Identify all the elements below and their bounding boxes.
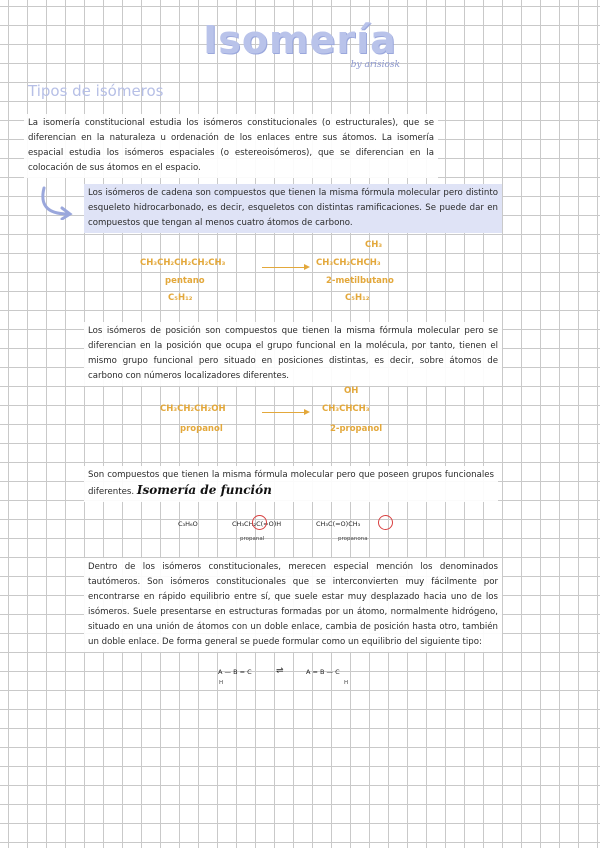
function-isomers-paragraph	[84, 466, 498, 502]
tautomer-paragraph: Dentro de los isómeros constitucionales, merecen especial mención los denominados tautómeros. Son isómeros constitucionales que se interconvierten muy fácilmente por encontrarse en rápido equilibrio entre sí, que suele estar muy desplazado hacia uno de los isómeros. Suele presentarse en estructuras formadas por un átomo, normalmente hidrógeno, situado en una unión de átomos con un doble enlace, cambia de posición hasta otro, también un doble enlace. De forma general se puede formular como un equilibrio del siguiente tipo:	[84, 558, 502, 652]
page-title: Isomería	[203, 18, 397, 62]
tautomer-right-hydrogen: H	[344, 680, 349, 686]
function-molecular-formula: C₃H₆O	[178, 520, 198, 528]
reaction-arrow-line-2	[262, 412, 306, 413]
isopropanol-formula: CH₃CHCH₃	[322, 404, 370, 414]
section-title: Tipos de isómeros	[28, 82, 164, 100]
author-byline: by arisiosk	[350, 60, 400, 70]
pentane-name: pentano	[165, 276, 205, 286]
function-isomers-heading: Isomería de función	[136, 483, 272, 497]
tautomer-left-structure: A — B = C	[218, 668, 252, 676]
position-isomers-paragraph: Los isómeros de posición son compuestos que tienen la misma fórmula molecular pero se diferencian en la posición que ocupa el grupo funcional en la molécula, por tanto, tienen el mismo grupo funcional pero situado en posiciones distintas, es decir, sobre átomos de carbono con números localizadores diferentes.	[84, 322, 502, 386]
methylbutane-molecular: C₅H₁₂	[345, 293, 370, 303]
arrow-head-icon	[304, 264, 310, 270]
propanal-name: propanal	[240, 536, 265, 542]
aldehyde-circle	[252, 515, 267, 530]
propanol-name: propanol	[180, 424, 223, 434]
methylbutane-name: 2-metilbutano	[326, 276, 394, 286]
reaction-arrow-line	[262, 267, 306, 268]
function-isomers-text: Son compuestos que tienen la misma fórmula molecular pero que poseen grupos funcionales diferentes.	[88, 470, 494, 497]
chain-isomers-paragraph: Los isómeros de cadena son compuestos que tienen la misma fórmula molecular pero distinto esqueleto hidrocarbonado, es decir, esqueletos con distintas ramificaciones. Se puede dar en compuestos que tengan al menos cuatro átomos de carbono.	[84, 184, 502, 233]
methylbutane-formula: CH₃CH₂CHCH₃	[316, 258, 381, 268]
curved-arrow-icon	[36, 186, 76, 220]
tautomer-right-structure: A = B — C	[306, 668, 340, 676]
pentane-formula: CH₃CH₂CH₂CH₂CH₃	[140, 258, 226, 268]
hydroxyl-branch: OH	[344, 386, 359, 396]
methyl-branch: CH₃	[365, 240, 383, 250]
propanone-name: propanona	[338, 536, 368, 542]
propanal-formula: CH₃CH₂C(=O)H	[232, 520, 282, 528]
ketone-circle	[378, 515, 393, 530]
intro-paragraph: La isomería constitucional estudia los isómeros constitucionales (o estructurales), que se diferencian en la naturaleza u ordenación de los enlaces entre sus átomos. La isomería espacial estudia los isómeros espaciales (o estereoisómeros), que se diferencian en la colocación de sus átomos en el espacio.	[24, 114, 438, 178]
isopropanol-name: 2-propanol	[330, 424, 383, 434]
propanone-formula: CH₃C(=O)CH₃	[316, 520, 361, 528]
tautomer-left-hydrogen: H	[219, 680, 224, 686]
propanol-formula: CH₃CH₂CH₂OH	[160, 404, 226, 414]
arrow-head-icon-2	[304, 409, 310, 415]
equilibrium-arrow-icon: ⇌	[276, 666, 284, 676]
pentane-molecular: C₅H₁₂	[168, 293, 193, 303]
